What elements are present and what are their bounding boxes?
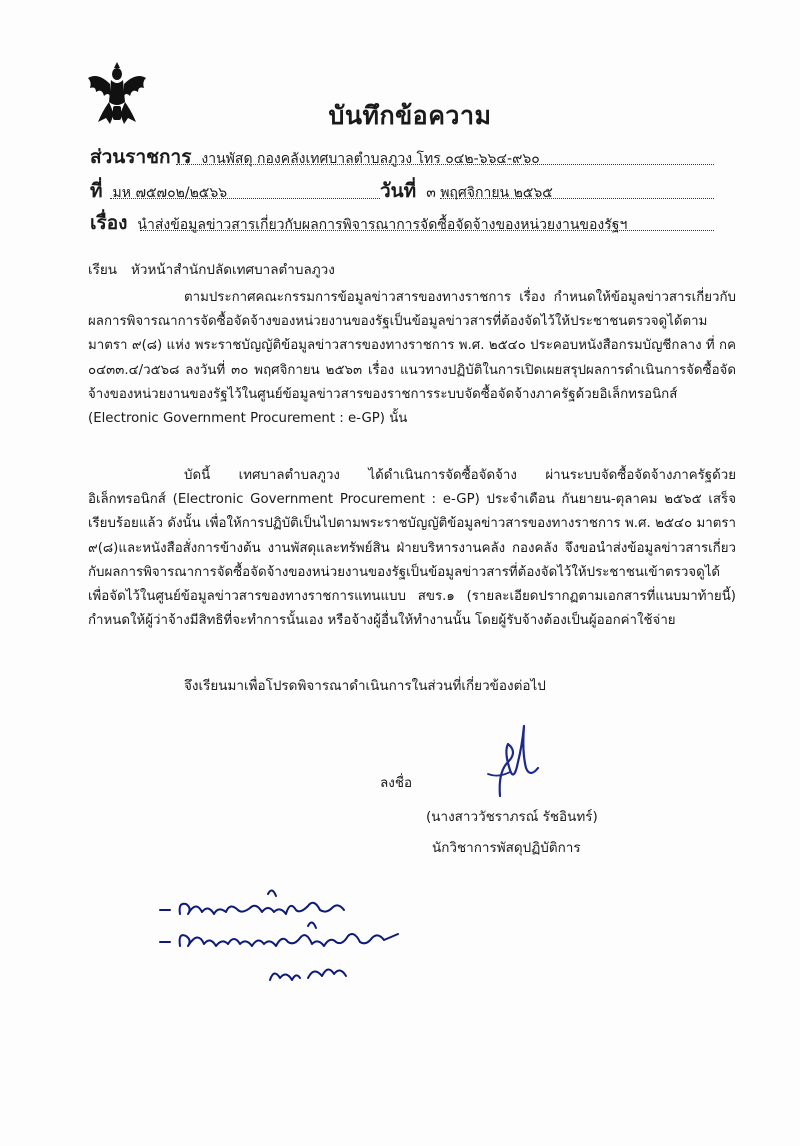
agency-row bbox=[90, 142, 540, 172]
signer-position: นักวิชาการพัสดุปฏิบัติการ bbox=[432, 840, 581, 856]
subject-dotline bbox=[140, 230, 714, 231]
ref-dotline bbox=[110, 198, 380, 199]
subject-value: นำส่งข้อมูลข่าวสารเกี่ยวกับผลการพิจารณาการจัดซื้อจัดจ้างของหน่วยงานของรัฐฯ bbox=[137, 217, 628, 233]
salutation bbox=[88, 258, 335, 280]
agency-value: งานพัสดุ กองคลังเทศบาลตำบลภูวง โทร ๐๔๒-๖๖๔-๙๖๐ bbox=[201, 151, 540, 167]
date-value: ๓ พฤศจิกายน ๒๕๖๕ bbox=[426, 185, 553, 201]
subject-row bbox=[90, 208, 627, 238]
handwritten-signature bbox=[478, 722, 548, 802]
salutation-recipient: หัวหน้าสำนักปลัดเทศบาลตำบลภูวง bbox=[131, 262, 335, 278]
handwritten-annotation bbox=[158, 880, 418, 990]
subject-label: เรื่อง bbox=[90, 212, 128, 234]
document-title: บันทึกข้อความ bbox=[328, 101, 492, 130]
body-paragraph-2: บัดนี้ เทศบาลตำบลภูวง ได้ดำเนินการจัดซื้อจัดจ้าง ผ่านระบบจัดซื้อจัดจ้างภาครัฐด้วยอิเล็กทรอนิกส์ (Electronic Government Procurement : e-GP) ประจำเดือน กันยายน-ตุลาคม ๒๕๖๕ เสร็จเรียบร้อยแล้ว ดังนั้น เพื่อให้การปฏิบัติเป็นไปตามพระราชบัญญัติข้อมูลข่าวสารของทางราชการ พ.ศ. ๒๕๔๐ มาตรา ๙(๘)และหนังสือสั่งการข้างต้น งานพัสดุและทรัพย์สิน ฝ่ายบริหารงานคลัง กองคลัง จึงขอนำส่งข้อมูลข่าวสารเกี่ยวกับผลการพิจารณาการจัดซื้อจัดจ้างของหน่วยงานของรัฐเป็นข้อมูลข่าวสารที่ต้องจัดไว้ให้ประชาชนเข้าตรวจดูได้เพื่อจัดไว้ในศูนย์ข้อมูลข่าวสารของทางราชการแทนแบบ สขร.๑ (รายละเอียดปรากฏตามเอกสารที่แนบมาท้ายนี้) กำหนดให้ผู้ว่าจ้างมีสิทธิที่จะทำการนั้นเอง หรือจ้างผู้อื่นให้ทำงานนั้น โดยผู้รับจ้างต้องเป็นผู้ออกค่าใช้จ่าย bbox=[88, 468, 736, 629]
ref-row bbox=[90, 176, 227, 206]
agency-label: ส่วนราชการ bbox=[90, 146, 192, 168]
ref-value: มห ๗๕๗๐๒/๒๕๖๖ bbox=[112, 185, 228, 201]
date-dotline bbox=[440, 198, 714, 199]
date-row bbox=[380, 176, 553, 206]
body-paragraph-1: ตามประกาศคณะกรรมการข้อมูลข่าวสารของทางราชการ เรื่อง กำหนดให้ข้อมูลข่าวสารเกี่ยวกับผลการพิจารณาการจัดซื้อจัดจ้างของหน่วยงานของรัฐเป็นข้อมูลข่าวสารที่ต้องจัดไว้ให้ประชาชนตรวจดูได้ตามมาตรา ๙(๘) แห่ง พระราชบัญญัติข้อมูลข่าวสารของทางราชการ พ.ศ. ๒๕๔๐ ประคอบหนังสือกรมบัญชีกลาง ที่ กค ๐๔๓๓.๔/ว๕๖๘ ลงวันที่ ๓๐ พฤศจิกายน ๒๕๖๓ เรื่อง แนวทางปฏิบัติในการเปิดเผยสรุปผลการดำเนินการจัดซื้อจัดจ้างของหน่วยงานของรัฐไว้ในศูนย์ข้อมูลข่าวสารของราชการระบบจัดซื้อจัดจ้างภาครัฐด้วยอิเล็กทรอนิกส์ (Electronic Government Procurement : e-GP) นั้น bbox=[88, 290, 736, 427]
date-label: วันที่ bbox=[380, 180, 417, 202]
salutation-label: เรียน bbox=[88, 262, 118, 278]
signer-name: (นางสาววัชราภรณ์ รัชอินทร์) bbox=[426, 809, 598, 825]
agency-dotline bbox=[176, 164, 714, 165]
sign-label: ลงชื่อ bbox=[380, 775, 413, 791]
ref-label: ที่ bbox=[90, 180, 103, 202]
closing-line: จึงเรียนมาเพื่อโปรดพิจารณาดำเนินการในส่วนที่เกี่ยวข้องต่อไป bbox=[184, 678, 546, 694]
